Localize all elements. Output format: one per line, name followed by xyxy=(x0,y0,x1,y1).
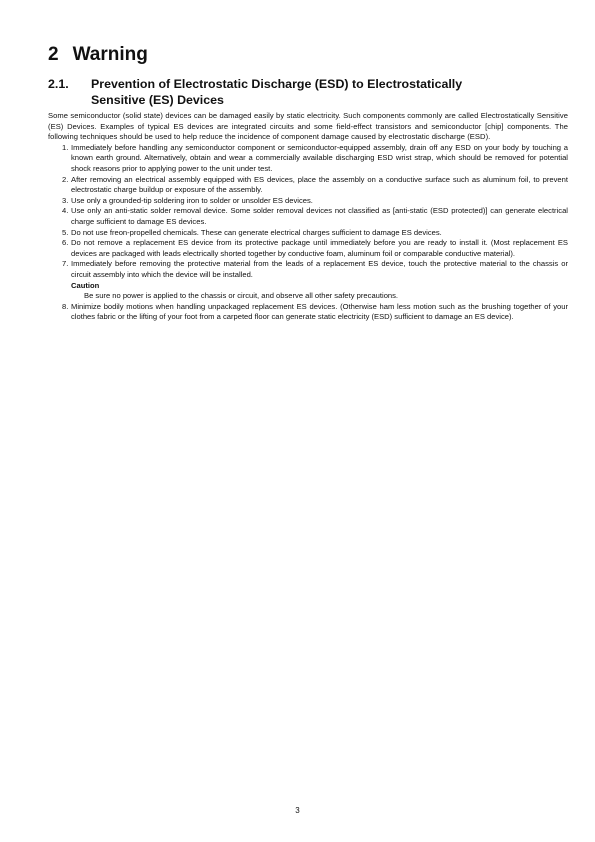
chapter-number: 2 xyxy=(48,44,59,65)
list-item: 3. Use only a grounded-tip soldering iron to solder or unsolder ES devices. xyxy=(62,195,313,205)
list-item: 6. Do not remove a replacement ES device from its protective package until immediately before you are ready to install it. (Most replacement ES devices are packaged with leads electrically shorted together by conductive foam, aluminum foil or comparable conductive material). xyxy=(62,238,568,258)
section-title xyxy=(91,76,462,108)
section-number: 2.1. xyxy=(48,77,69,91)
chapter-heading xyxy=(48,44,568,66)
section-title-line2: Sensitive (ES) Devices xyxy=(91,93,224,107)
precaution-list xyxy=(48,143,568,281)
list-item: 1. Immediately before handling any semiconductor component or semiconductor-equipped assembly, drain off any ESD on your body by touching a known earth ground. Alternatively, obtain and wear a commercially available discharging ESD wrist strap, which should be removed for potential shock reasons prior to applying power to the unit under test. xyxy=(62,142,568,173)
list-item: 8. Minimize bodily motions when handling unpackaged replacement ES devices. (Otherwise ham less motion such as the brushing together of your clothes fabric or the lifting of your foot from a carpeted floor can generate static electricity (ESD) sufficient to damage an ES device). xyxy=(62,301,568,322)
intro-paragraph: Some semiconductor (solid state) devices can be damaged easily by static electricity. Such components commonly are called Electrostatically Sensitive (ES) Devices. Examples of typical ES devices are integrated circuits and some field-effect transistors and semiconductor [chip] components. The following techniques should be used to help reduce the incidence of component damage caused by electrostatic discharge (ESD). xyxy=(48,111,568,142)
caution-heading: Caution xyxy=(71,280,100,290)
chapter-title: Warning xyxy=(72,44,148,65)
page-body xyxy=(48,44,568,323)
caution-text: Be sure no power is applied to the chassis or circuit, and observe all other safety precautions. xyxy=(84,291,399,301)
list-item: 2. After removing an electrical assembly equipped with ES devices, place the assembly on a conductive surface such as aluminum foil, to prevent electrostatic charge buildup or exposure of the assembly. xyxy=(62,174,568,195)
list-item: 7. Immediately before removing the protective material from the leads of a replacement ES device, touch the protective material to the chassis or circuit assembly into which the device will be installed. xyxy=(62,259,568,279)
list-item: 5. Do not use freon-propelled chemicals. These can generate electrical charges sufficient to damage ES devices. xyxy=(62,227,442,237)
precaution-list-continued xyxy=(48,302,568,323)
page-number: 3 xyxy=(295,806,300,815)
caution-block xyxy=(48,281,568,302)
section-heading xyxy=(48,76,568,108)
section-title-line1: Prevention of Electrostatic Discharge (ESD) to Electrostatically xyxy=(91,77,463,91)
list-item: 4. Use only an anti-static solder removal device. Some solder removal devices not classified as [anti-static (ESD protected)] can generate electrical charge sufficient to damage ES devices. xyxy=(62,206,568,226)
